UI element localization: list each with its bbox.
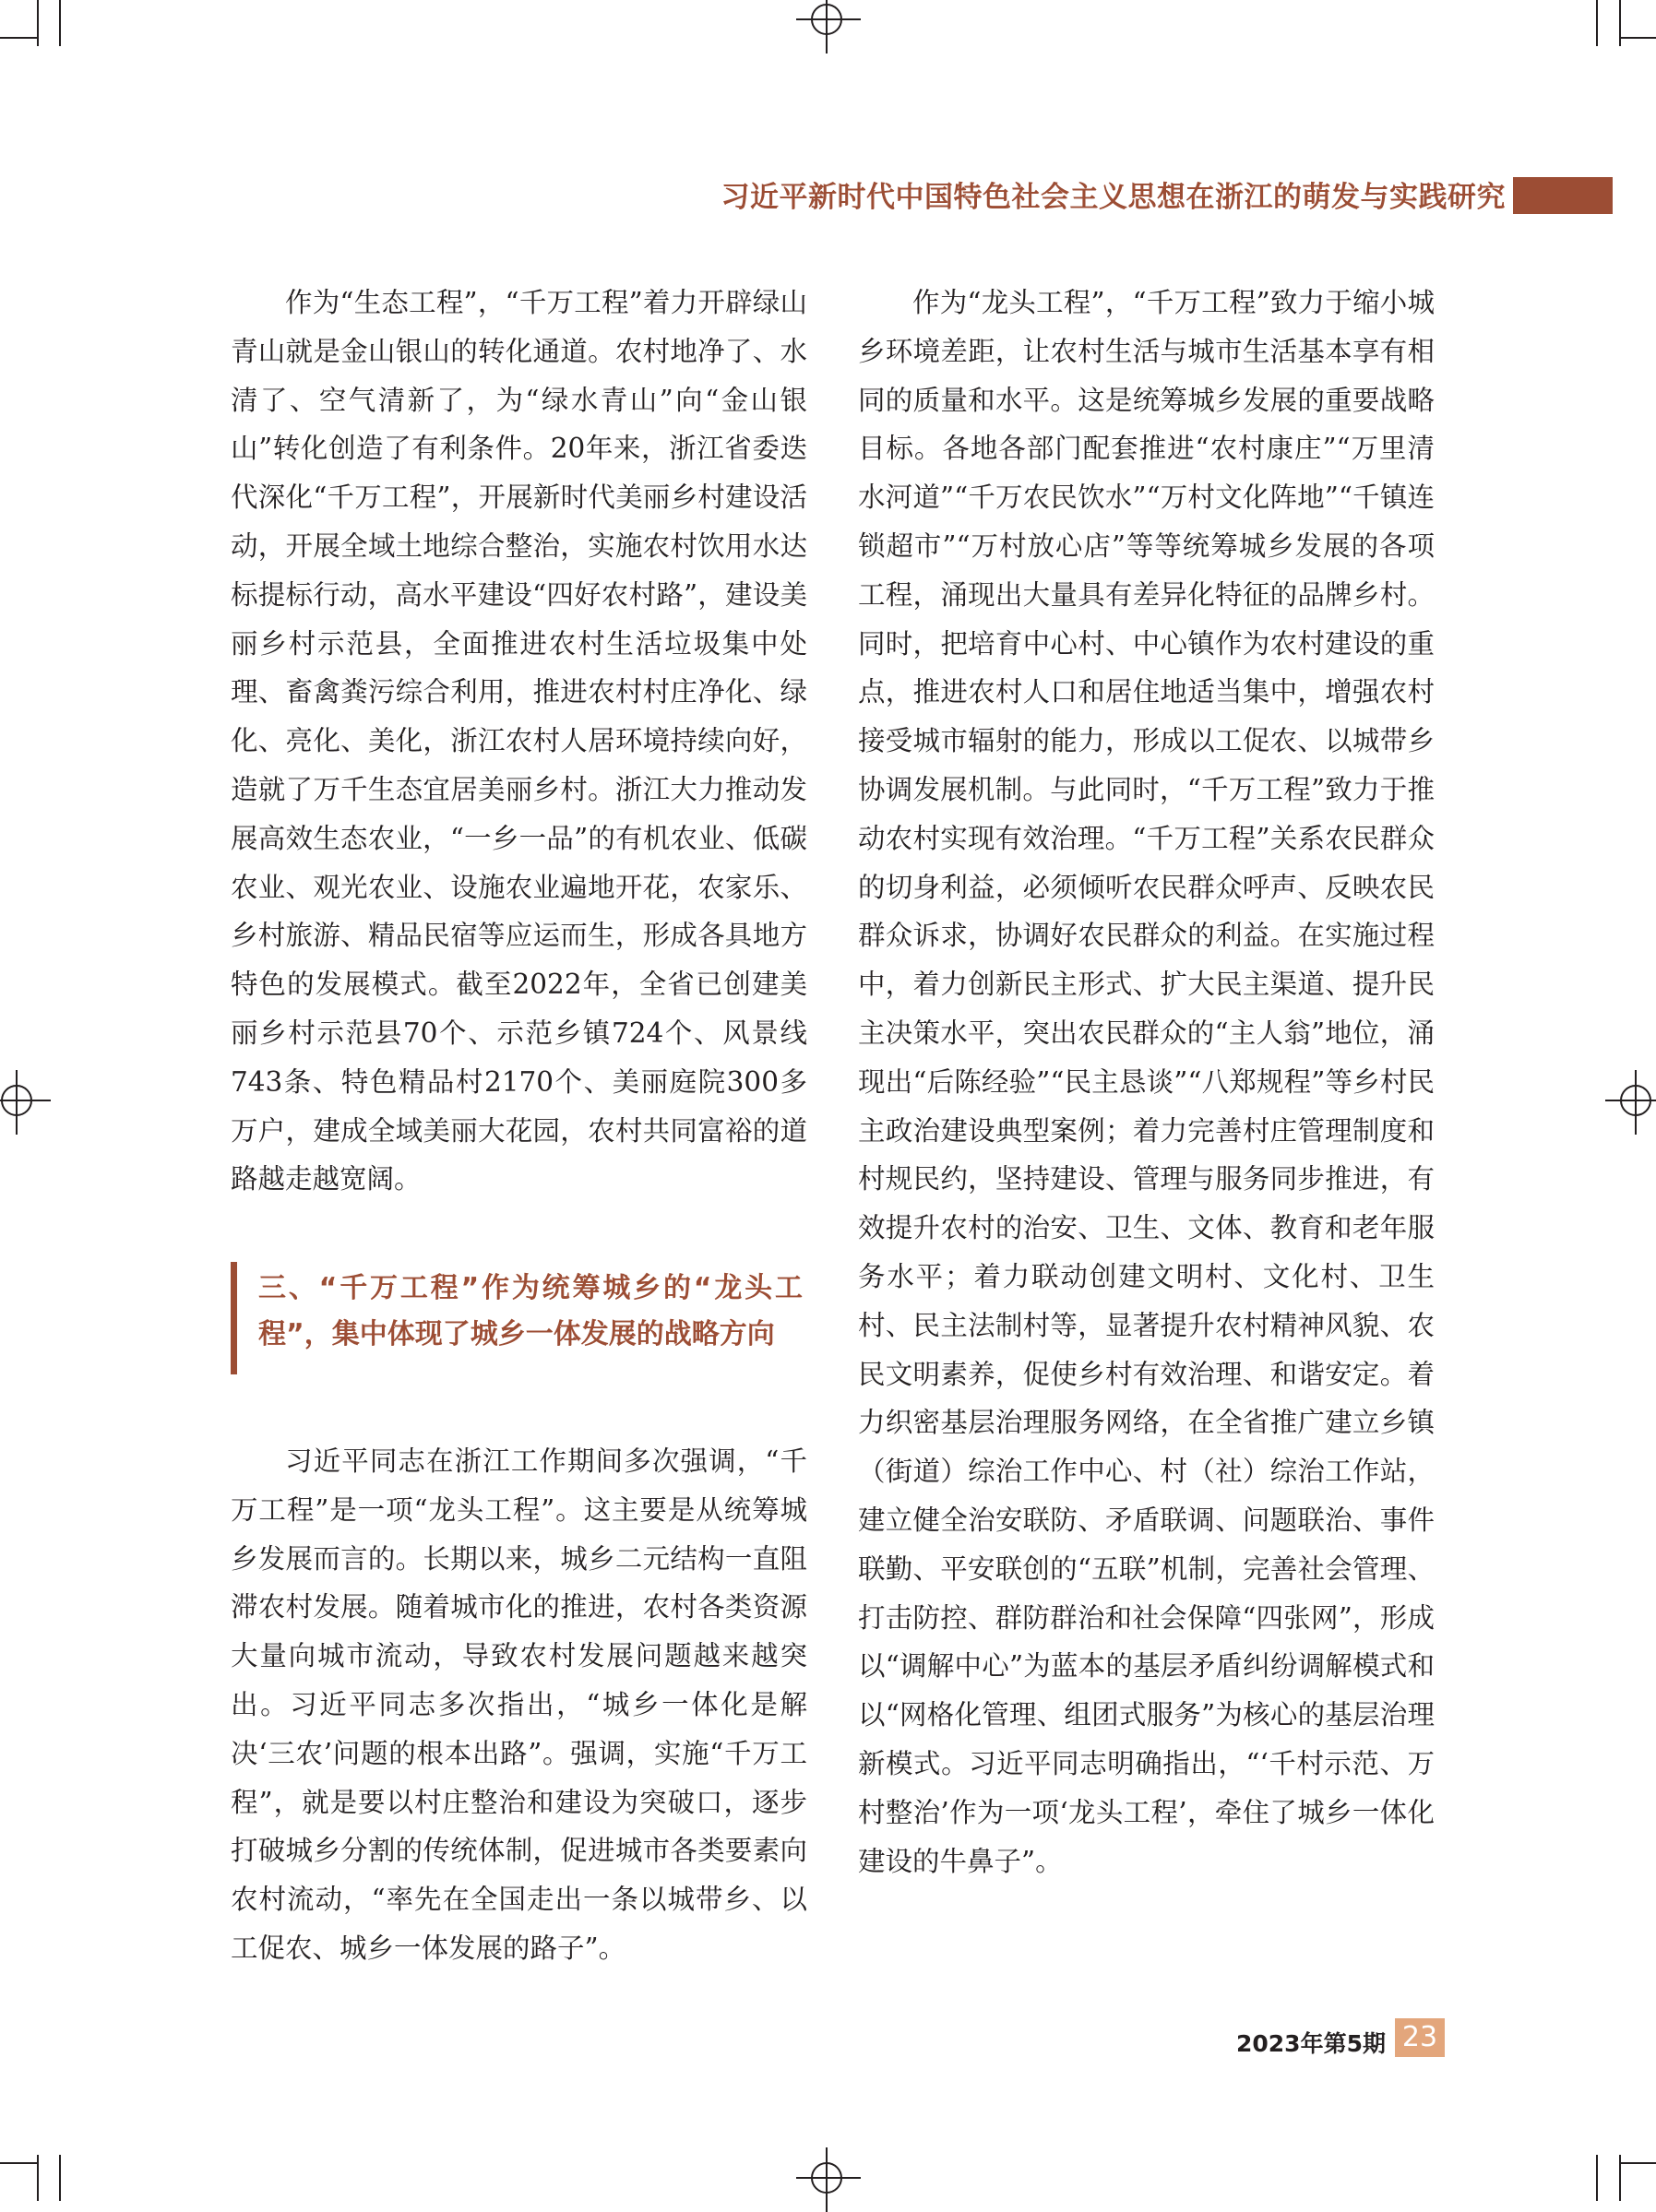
- registration-mark-top: [796, 0, 861, 54]
- section-heading-rule: [231, 1262, 237, 1374]
- crop-mark: [59, 0, 61, 46]
- crop-mark: [1619, 0, 1621, 46]
- left-column: [231, 279, 807, 1204]
- crop-mark: [37, 2155, 39, 2201]
- registration-mark-bottom: [796, 2147, 861, 2212]
- crop-mark: [0, 37, 37, 39]
- crop-mark: [1619, 37, 1656, 39]
- page-number-badge: 23: [1395, 2018, 1445, 2057]
- left-column-lower: [231, 1437, 807, 1973]
- registration-mark-left: [0, 1070, 51, 1135]
- crop-mark: [1596, 0, 1598, 46]
- crop-mark: [1619, 2162, 1656, 2164]
- body-paragraph: 作为“生态工程”，“千万工程”着力开辟绿山青山就是金山银山的转化通道。农村地净了、水清了、空气清新了，为“绿水青山”向“金山银山”转化创造了有利条件。20年来，浙江省委迭代深化“千万工程”，开展新时代美丽乡村建设活动，开展全域土地综合整治，实施农村饮用水达标提标行动，高水平建设“四好农村路”，建设美丽乡村示范县，全面推进农村生活垃圾集中处理、畜禽粪污综合利用，推进农村村庄净化、绿化、亮化、美化，浙江农村人居环境持续向好，造就了万千生态宜居美丽乡村。浙江大力推动发展高效生态农业，“一乡一品”的有机农业、低碳农业、观光农业、设施农业遍地开花，农家乐、乡村旅游、精品民宿等应运而生，形成各具地方特色的发展模式。截至2022年，全省已创建美丽乡村示范县70个、示范乡镇724个、风景线743条、特色精品村2170个、美丽庭院300多万户，建成全域美丽大花园，农村共同富裕的道路越走越宽阔。: [231, 287, 807, 1195]
- section-heading-text: 三、“千万工程”作为统筹城乡的“龙头工程”，集中体现了城乡一体发展的战略方向: [258, 1272, 803, 1350]
- crop-mark: [0, 2162, 37, 2164]
- section-heading: [231, 1262, 807, 1374]
- body-paragraph: 习近平同志在浙江工作期间多次强调，“千万工程”是一项“龙头工程”。这主要是从统筹城乡发展而言的。长期以来，城乡二元结构一直阻滞农村发展。随着城市化的推进，农村各类资源大量向城市流动，导致农村发展问题越来越突出。习近平同志多次指出，“城乡一体化是解决‘三农’问题的根本出路”。强调，实施“千万工程”，就是要以村庄整治和建设为突破口，逐步打破城乡分割的传统体制，促进城市各类要素向农村流动，“率先在全国走出一条以城带乡、以工促农、城乡一体发展的路子”。: [231, 1445, 807, 1964]
- crop-mark: [37, 0, 39, 46]
- running-header-title: 习近平新时代中国特色社会主义思想在浙江的萌发与实践研究: [721, 181, 1506, 214]
- crop-mark: [59, 2155, 61, 2201]
- registration-mark-right: [1605, 1070, 1656, 1135]
- right-column: [858, 279, 1435, 1885]
- crop-mark: [1596, 2155, 1598, 2201]
- body-paragraph: 作为“龙头工程”，“千万工程”致力于缩小城乡环境差距，让农村生活与城市生活基本享有相同的质量和水平。这是统筹城乡发展的重要战略目标。各地各部门配套推进“农村康庄”“万里清水河道”“千万农民饮水”“万村文化阵地”“千镇连锁超市”“万村放心店”等等统筹城乡发展的各项工程，涌现出大量具有差异化特征的品牌乡村。同时，把培育中心村、中心镇作为农村建设的重点，推进农村人口和居住地适当集中，增强农村接受城市辐射的能力，形成以工促农、以城带乡协调发展机制。与此同时，“千万工程”致力于推动农村实现有效治理。“千万工程”关系农民群众的切身利益，必须倾听农民群众呼声、反映农民群众诉求，协调好农民群众的利益。在实施过程中，着力创新民主形式、扩大民主渠道、提升民主决策水平，突出农民群众的“主人翁”地位，涌现出“后陈经验”“民主恳谈”“八郑规程”等乡村民主政治建设典型案例；着力完善村庄管理制度和村规民约，坚持建设、管理与服务同步推进，有效提升农村的治安、卫生、文体、教育和老年服务水平；着力联动创建文明村、文化村、卫生村、民主法制村等，显著提升农村精神风貌、农民文明素养，促使乡村有效治理、和谐安定。着力织密基层治理服务网络，在全省推广建立乡镇（街道）综治工作中心、村（社）综治工作站，建立健全治安联防、矛盾联调、问题联治、事件联勤、平安联创的“五联”机制，完善社会管理、打击防控、群防群治和社会保障“四张网”，形成以“调解中心”为蓝本的基层矛盾纠纷调解模式和以“网格化管理、组团式服务”为核心的基层治理新模式。习近平同志明确指出，“‘千村示范、万村整治’作为一项‘龙头工程’，牵住了城乡一体化建设的牛鼻子”。: [858, 287, 1435, 1877]
- header-accent-bar: [1513, 177, 1613, 214]
- issue-label: 2023年第5期: [1236, 2030, 1386, 2057]
